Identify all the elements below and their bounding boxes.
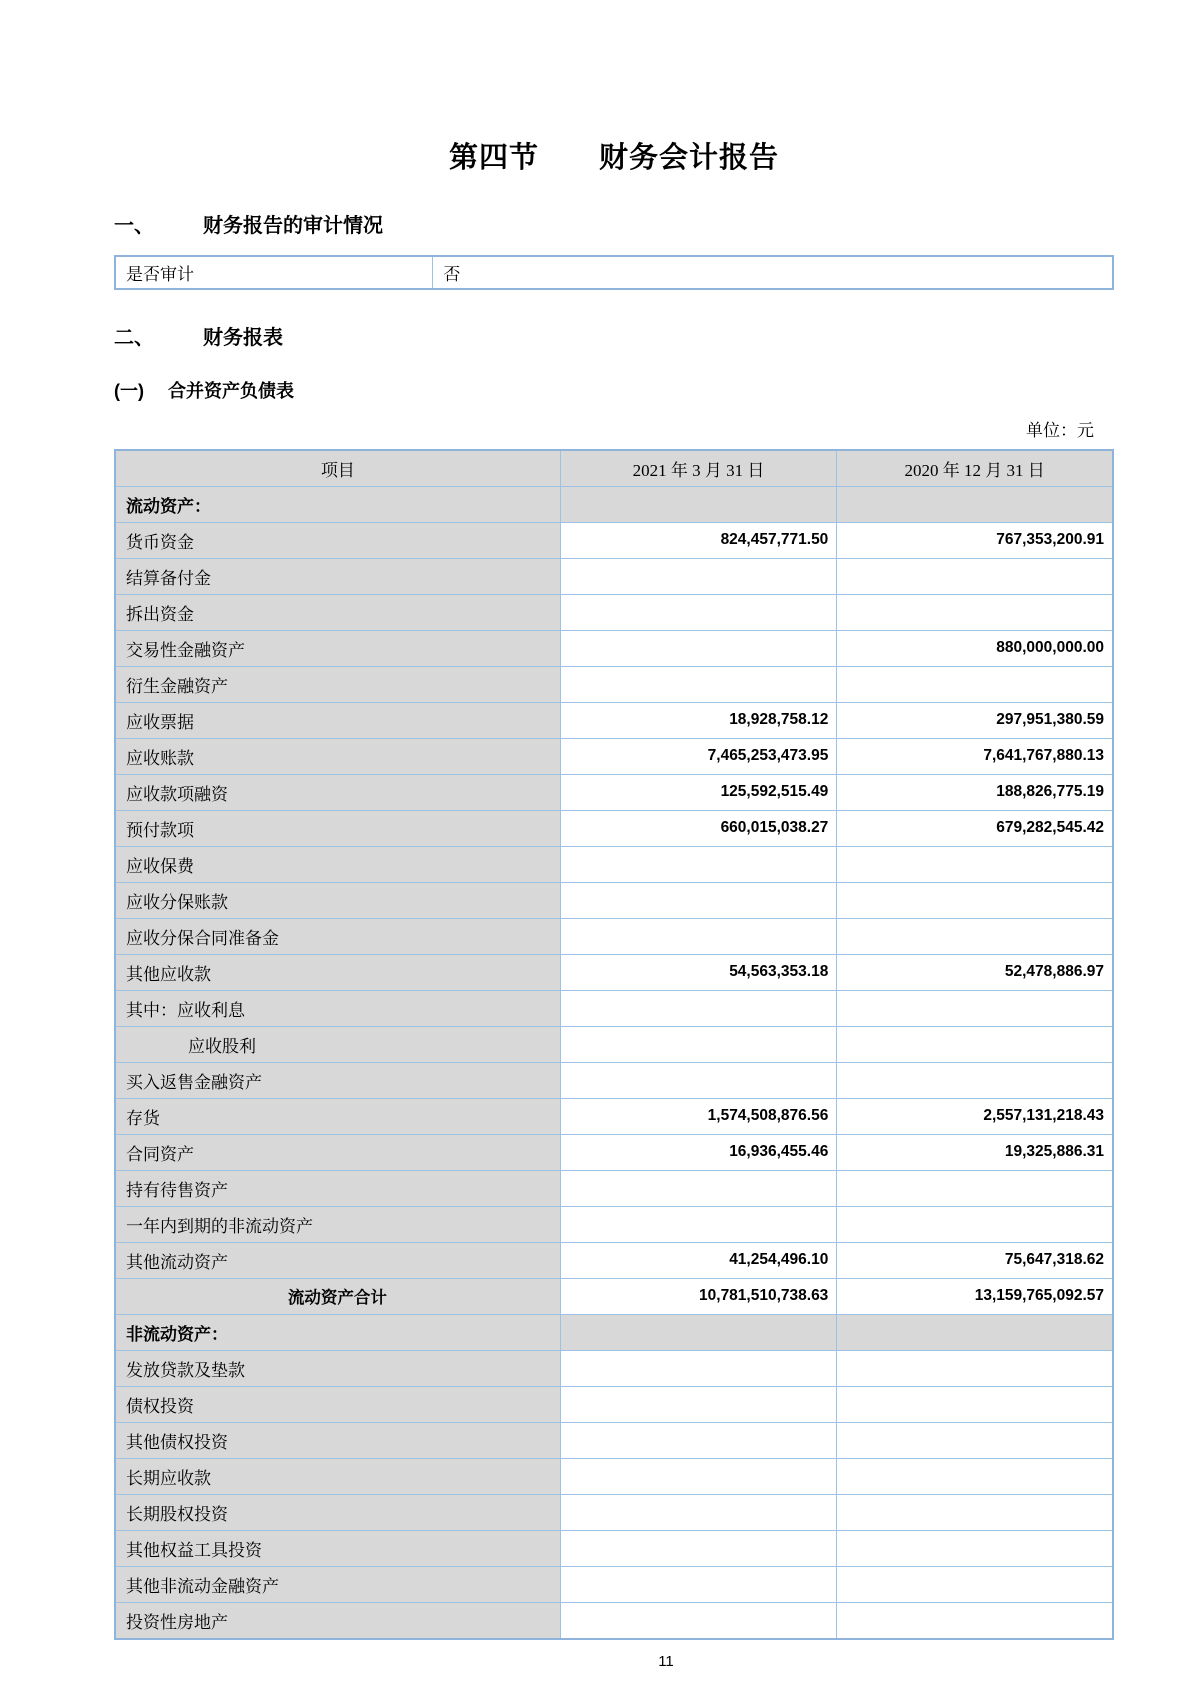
table-row <box>115 1422 1113 1458</box>
table-row <box>115 522 1113 558</box>
row-value-2020-cell <box>837 486 1113 522</box>
section-number: 二、 <box>114 326 154 349</box>
section-title: 财务报告的审计情况 <box>203 214 383 237</box>
row-value-2020-cell <box>837 666 1113 702</box>
row-label-cell: 其他债权投资 <box>115 1422 560 1458</box>
row-value-2020-cell <box>837 1062 1113 1098</box>
row-value-2020-cell: 188,826,775.19 <box>837 774 1113 810</box>
row-value-2020-cell <box>837 1566 1113 1602</box>
row-value-2020-cell <box>837 1602 1113 1639</box>
row-label-cell: 其他权益工具投资 <box>115 1530 560 1566</box>
row-value-2020-cell <box>837 594 1113 630</box>
column-header-item: 项目 <box>115 450 560 487</box>
row-label-cell: 其他非流动金融资产 <box>115 1566 560 1602</box>
row-value-2021-cell <box>560 1350 837 1386</box>
row-value-2021-cell <box>560 1386 837 1422</box>
row-value-2021-cell <box>560 1170 837 1206</box>
row-label-cell: 拆出资金 <box>115 594 560 630</box>
page-title: 第四节 财务会计报告 <box>448 142 779 174</box>
row-value-2021-cell: 125,592,515.49 <box>560 774 837 810</box>
table-row <box>115 1602 1113 1639</box>
table-row <box>115 1314 1113 1350</box>
subsection-number: (一) <box>114 380 144 401</box>
table-row <box>115 1278 1113 1314</box>
row-value-2021-cell <box>560 1530 837 1566</box>
row-value-2020-cell: 2,557,131,218.43 <box>837 1098 1113 1134</box>
row-value-2020-cell: 679,282,545.42 <box>837 810 1113 846</box>
row-value-2020-cell: 75,647,318.62 <box>837 1242 1113 1278</box>
table-row <box>115 774 1113 810</box>
row-value-2020-cell: 297,951,380.59 <box>837 702 1113 738</box>
column-header-2020-12-31: 2020 年 12 月 31 日 <box>837 450 1113 487</box>
audit-table-row <box>115 256 1113 289</box>
table-row <box>115 630 1113 666</box>
row-label-cell: 长期应收款 <box>115 1458 560 1494</box>
audit-status-table <box>114 255 1114 290</box>
row-value-2020-cell <box>837 1206 1113 1242</box>
row-value-2020-cell: 880,000,000.00 <box>837 630 1113 666</box>
row-label-cell: 长期股权投资 <box>115 1494 560 1530</box>
row-value-2020-cell <box>837 1530 1113 1566</box>
row-value-2020-cell <box>837 1314 1113 1350</box>
row-value-2021-cell <box>560 630 837 666</box>
row-label-cell: 结算备付金 <box>115 558 560 594</box>
table-row <box>115 1062 1113 1098</box>
table-row <box>115 558 1113 594</box>
row-value-2021-cell <box>560 486 837 522</box>
unit-label: 单位：元 <box>1026 420 1094 440</box>
row-label-cell: 应收款项融资 <box>115 774 560 810</box>
row-value-2021-cell: 660,015,038.27 <box>560 810 837 846</box>
row-label-cell: 应收票据 <box>115 702 560 738</box>
row-label-cell: 债权投资 <box>115 1386 560 1422</box>
row-value-2021-cell <box>560 1494 837 1530</box>
column-header-2021-03-31: 2021 年 3 月 31 日 <box>560 450 837 487</box>
row-value-2021-cell <box>560 558 837 594</box>
row-value-2021-cell <box>560 1062 837 1098</box>
row-value-2020-cell <box>837 1350 1113 1386</box>
row-value-2021-cell <box>560 846 837 882</box>
section-heading-audit <box>114 209 1114 238</box>
table-row <box>115 1386 1113 1422</box>
row-label-cell: 合同资产 <box>115 1134 560 1170</box>
table-row <box>115 666 1113 702</box>
table-row <box>115 990 1113 1026</box>
row-value-2021-cell: 10,781,510,738.63 <box>560 1278 837 1314</box>
row-value-2020-cell <box>837 846 1113 882</box>
row-value-2021-cell: 1,574,508,876.56 <box>560 1098 837 1134</box>
row-label-cell: 一年内到期的非流动资产 <box>115 1206 560 1242</box>
table-row <box>115 810 1113 846</box>
table-row <box>115 1206 1113 1242</box>
row-value-2021-cell: 824,457,771.50 <box>560 522 837 558</box>
row-value-2020-cell: 19,325,886.31 <box>837 1134 1113 1170</box>
row-value-2020-cell: 767,353,200.91 <box>837 522 1113 558</box>
table-row <box>115 882 1113 918</box>
table-row <box>115 1458 1113 1494</box>
row-value-2020-cell <box>837 1494 1113 1530</box>
row-label-cell: 其中：应收利息 <box>115 990 560 1026</box>
row-value-2021-cell: 41,254,496.10 <box>560 1242 837 1278</box>
table-row <box>115 1134 1113 1170</box>
row-value-2021-cell: 54,563,353.18 <box>560 954 837 990</box>
row-value-2020-cell <box>837 558 1113 594</box>
table-row <box>115 1530 1113 1566</box>
row-value-2021-cell: 7,465,253,473.95 <box>560 738 837 774</box>
audit-question-cell: 是否审计 <box>115 256 433 289</box>
row-value-2021-cell <box>560 666 837 702</box>
subsection-title: 合并资产负债表 <box>168 380 294 401</box>
section-heading-statements <box>114 321 1114 350</box>
table-row <box>115 1242 1113 1278</box>
row-label-cell: 应收股利 <box>115 1026 560 1062</box>
table-row <box>115 594 1113 630</box>
row-value-2021-cell <box>560 1566 837 1602</box>
row-value-2021-cell <box>560 1026 837 1062</box>
row-value-2021-cell <box>560 882 837 918</box>
row-value-2020-cell <box>837 918 1113 954</box>
row-value-2020-cell <box>837 1422 1113 1458</box>
row-value-2020-cell <box>837 1386 1113 1422</box>
table-row <box>115 1350 1113 1386</box>
row-value-2020-cell: 52,478,886.97 <box>837 954 1113 990</box>
row-value-2021-cell <box>560 990 837 1026</box>
row-value-2020-cell <box>837 882 1113 918</box>
table-row <box>115 918 1113 954</box>
row-value-2020-cell: 7,641,767,880.13 <box>837 738 1113 774</box>
row-value-2021-cell <box>560 1422 837 1458</box>
row-value-2020-cell <box>837 1170 1113 1206</box>
row-label-cell: 预付款项 <box>115 810 560 846</box>
audit-answer-cell: 否 <box>433 256 1113 289</box>
row-value-2021-cell <box>560 1314 837 1350</box>
table-row <box>115 738 1113 774</box>
balance-sheet-table-body <box>115 486 1113 1639</box>
table-row <box>115 846 1113 882</box>
table-row <box>115 702 1113 738</box>
table-row <box>115 1566 1113 1602</box>
row-value-2021-cell <box>560 1458 837 1494</box>
row-label-cell: 应收分保合同准备金 <box>115 918 560 954</box>
row-label-cell: 应收保费 <box>115 846 560 882</box>
row-value-2020-cell <box>837 1026 1113 1062</box>
row-label-cell: 存货 <box>115 1098 560 1134</box>
row-label-cell: 投资性房地产 <box>115 1602 560 1639</box>
row-label-cell: 交易性金融资产 <box>115 630 560 666</box>
table-row <box>115 1494 1113 1530</box>
row-value-2020-cell <box>837 1458 1113 1494</box>
balance-sheet-table <box>114 449 1114 1640</box>
table-row <box>115 486 1113 522</box>
row-label-cell: 流动资产： <box>115 486 560 522</box>
row-value-2020-cell <box>837 990 1113 1026</box>
row-value-2021-cell: 16,936,455.46 <box>560 1134 837 1170</box>
table-row <box>115 1170 1113 1206</box>
row-label-cell: 货币资金 <box>115 522 560 558</box>
row-value-2021-cell <box>560 1602 837 1639</box>
row-label-cell: 其他应收款 <box>115 954 560 990</box>
row-value-2021-cell <box>560 918 837 954</box>
row-label-cell: 衍生金融资产 <box>115 666 560 702</box>
row-value-2021-cell <box>560 1206 837 1242</box>
section-title: 财务报表 <box>203 326 283 349</box>
row-label-cell: 发放贷款及垫款 <box>115 1350 560 1386</box>
table-row <box>115 954 1113 990</box>
row-value-2020-cell: 13,159,765,092.57 <box>837 1278 1113 1314</box>
page-number: 11 <box>658 1652 674 1670</box>
row-label-cell: 流动资产合计 <box>115 1278 560 1314</box>
row-label-cell: 买入返售金融资产 <box>115 1062 560 1098</box>
subsection-heading-balance-sheet <box>114 377 1114 403</box>
section-number: 一、 <box>114 214 154 237</box>
row-label-cell: 非流动资产： <box>115 1314 560 1350</box>
row-value-2021-cell: 18,928,758.12 <box>560 702 837 738</box>
row-label-cell: 应收账款 <box>115 738 560 774</box>
row-label-cell: 持有待售资产 <box>115 1170 560 1206</box>
row-label-cell: 应收分保账款 <box>115 882 560 918</box>
table-row <box>115 1098 1113 1134</box>
row-value-2021-cell <box>560 594 837 630</box>
table-row <box>115 1026 1113 1062</box>
table-header-row <box>115 450 1113 487</box>
row-label-cell: 其他流动资产 <box>115 1242 560 1278</box>
